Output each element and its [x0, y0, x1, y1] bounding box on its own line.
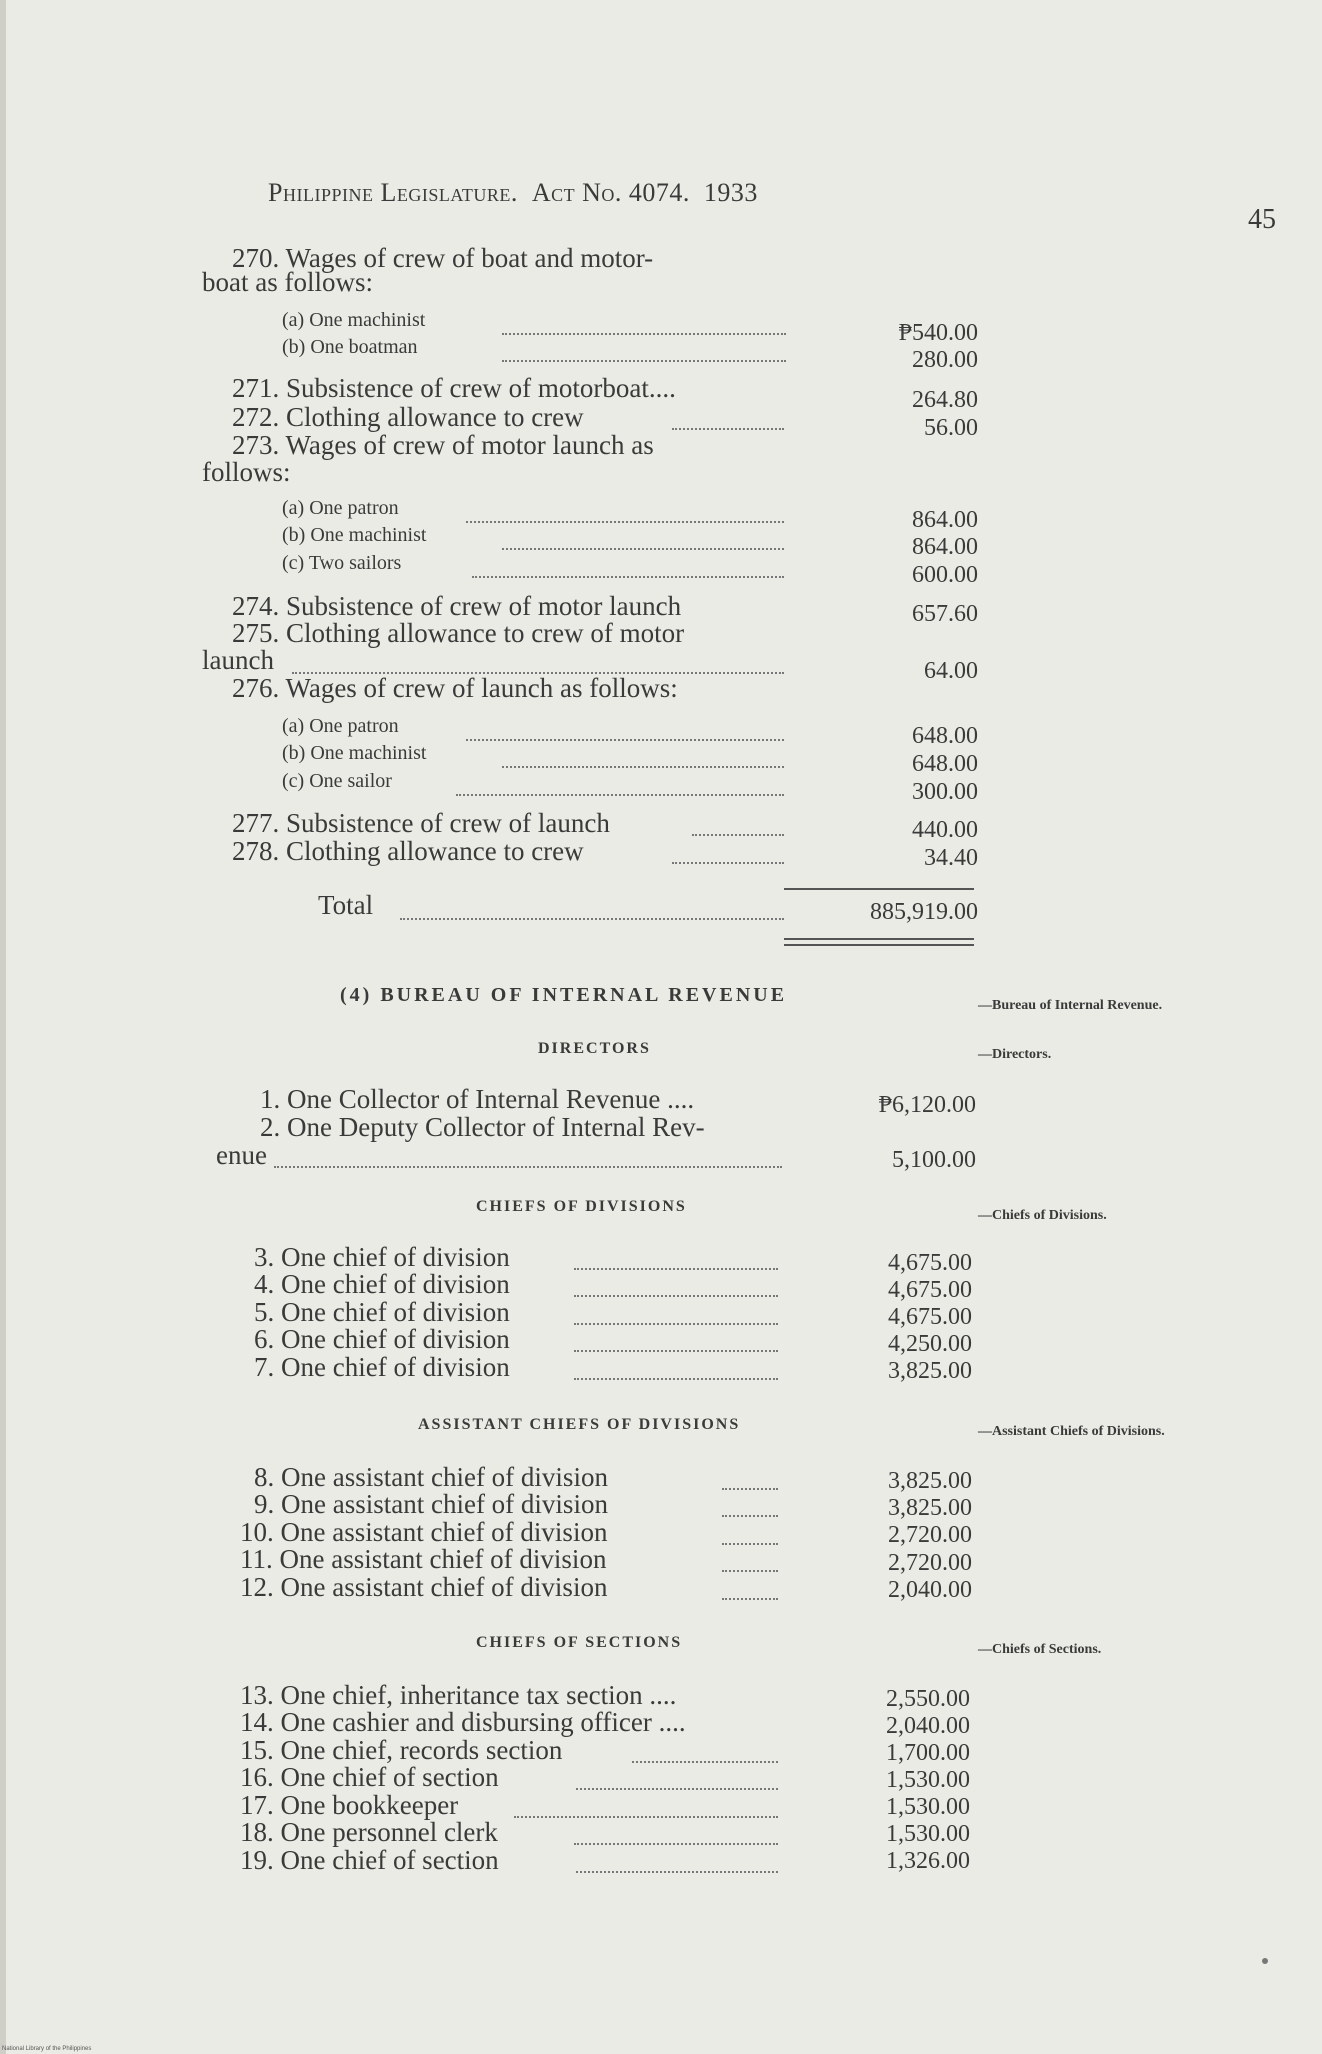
directors-heading: DIRECTORS: [538, 1040, 651, 1057]
item-278: 278. Clothing allowance to crew: [232, 836, 584, 866]
item-270a: (a) One machinist: [282, 309, 426, 331]
dot-leader: [502, 548, 784, 550]
bir-item-15-amount: 1,700.00: [886, 1740, 970, 1766]
dot-leader: [576, 1871, 778, 1873]
dot-leader: [502, 333, 786, 335]
dot-leader: [632, 1761, 778, 1763]
item-270b-amount: 280.00: [912, 347, 978, 373]
chiefs-divisions-heading: CHIEFS OF DIVISIONS: [476, 1198, 687, 1215]
bir-item-6: 6. One chief of division: [254, 1324, 510, 1354]
bir-item-16: 16. One chief of section: [240, 1762, 499, 1792]
bir-item-11: 11. One assistant chief of division: [240, 1544, 607, 1574]
bir-item-2-line1: 2. One Deputy Collector of Internal Rev-: [260, 1112, 705, 1142]
bureau-heading: (4) BUREAU OF INTERNAL REVENUE: [340, 984, 788, 1006]
item-271: 271. Subsistence of crew of motorboat....: [232, 373, 676, 403]
item-276a: (a) One patron: [282, 715, 399, 737]
dot-leader: [692, 834, 784, 836]
bir-item-14-amount: 2,040.00: [886, 1713, 970, 1739]
item-275-line1: 275. Clothing allowance to crew of motor: [232, 618, 685, 648]
dot-leader: [576, 1788, 778, 1790]
dot-leader: [574, 1323, 778, 1325]
bir-item-19-amount: 1,326.00: [886, 1848, 970, 1874]
sum-rule: [784, 888, 974, 890]
bir-item-14: 14. One cashier and disbursing officer ....: [240, 1707, 686, 1737]
item-276c-amount: 300.00: [912, 779, 978, 805]
bir-item-1-amount: ₱6,120.00: [878, 1092, 976, 1118]
dot-leader: [722, 1515, 778, 1517]
bir-item-6-amount: 4,250.00: [888, 1331, 972, 1357]
dot-leader: [574, 1843, 778, 1845]
dot-leader: [672, 428, 784, 430]
dot-leader: [400, 918, 784, 920]
header-act: Act No. 4074.: [531, 178, 690, 207]
item-273b: (b) One machinist: [282, 524, 427, 546]
item-276c: (c) One sailor: [282, 770, 392, 792]
dot-leader: [574, 1350, 778, 1352]
scan-footer: National Library of the Philippines: [2, 2046, 92, 2052]
dot-leader: [502, 766, 784, 768]
bir-item-12-amount: 2,040.00: [888, 1577, 972, 1603]
page-number: 45: [1248, 204, 1276, 235]
bir-item-10-amount: 2,720.00: [888, 1522, 972, 1548]
bir-item-11-amount: 2,720.00: [888, 1550, 972, 1576]
dot-leader: [574, 1378, 778, 1380]
item-274-amount: 657.60: [912, 601, 978, 627]
item-276b: (b) One machinist: [282, 742, 427, 764]
item-270-line2: boat as follows:: [202, 267, 373, 297]
item-276a-amount: 648.00: [912, 723, 978, 749]
item-278-amount: 34.40: [924, 845, 978, 871]
bir-item-15: 15. One chief, records section: [240, 1735, 563, 1765]
bir-item-17-amount: 1,530.00: [886, 1794, 970, 1820]
margin-note-chiefs-sections: —Chiefs of Sections.: [978, 1642, 1102, 1657]
dot-leader: [514, 1816, 778, 1818]
item-270a-amount: ₱540.00: [898, 320, 978, 346]
dot-leader: [722, 1543, 778, 1545]
bir-item-2-amount: 5,100.00: [892, 1147, 976, 1173]
dot-leader: [574, 1268, 778, 1270]
item-272: 272. Clothing allowance to crew: [232, 402, 584, 432]
item-277-amount: 440.00: [912, 817, 978, 843]
margin-note-assistant-chiefs: —Assistant Chiefs of Divisions.: [978, 1424, 1165, 1439]
item-276b-amount: 648.00: [912, 751, 978, 777]
bir-item-8-amount: 3,825.00: [888, 1468, 972, 1494]
bir-item-13-amount: 2,550.00: [886, 1686, 970, 1712]
bir-item-1: 1. One Collector of Internal Revenue ....: [260, 1084, 695, 1114]
header-year: 1933: [703, 178, 758, 207]
item-271-amount: 264.80: [912, 387, 978, 413]
bir-item-7: 7. One chief of division: [254, 1352, 510, 1382]
bir-item-18-amount: 1,530.00: [886, 1821, 970, 1847]
bir-item-10: 10. One assistant chief of division: [240, 1517, 608, 1547]
assistant-chiefs-heading: ASSISTANT CHIEFS OF DIVISIONS: [418, 1416, 741, 1433]
bir-item-7-amount: 3,825.00: [888, 1358, 972, 1384]
dot-leader: [466, 521, 784, 523]
item-273-line1: 273. Wages of crew of motor launch as: [232, 430, 654, 460]
bir-item-18: 18. One personnel clerk: [240, 1817, 498, 1847]
bir-item-19: 19. One chief of section: [240, 1845, 499, 1875]
double-rule-top: [784, 938, 974, 940]
bir-item-16-amount: 1,530.00: [886, 1767, 970, 1793]
dot-leader: [502, 360, 786, 362]
bir-item-5-amount: 4,675.00: [888, 1304, 972, 1330]
item-277: 277. Subsistence of crew of launch: [232, 808, 610, 838]
bir-item-4-amount: 4,675.00: [888, 1277, 972, 1303]
item-270b: (b) One boatman: [282, 336, 418, 358]
dot-leader: [722, 1488, 778, 1490]
item-276: 276. Wages of crew of launch as follows:: [232, 673, 678, 703]
bir-item-3-amount: 4,675.00: [888, 1250, 972, 1276]
total-amount: 885,919.00: [870, 899, 978, 925]
item-273c-amount: 600.00: [912, 562, 978, 588]
item-275-line2: launch: [202, 645, 274, 675]
item-273b-amount: 864.00: [912, 534, 978, 560]
margin-note-bureau: —Bureau of Internal Revenue.: [978, 998, 1163, 1013]
item-273a: (a) One patron: [282, 497, 399, 519]
dot-leader: [274, 1166, 782, 1168]
item-275-amount: 64.00: [924, 658, 978, 684]
double-rule-bottom: [784, 944, 974, 946]
dot-leader: [574, 1295, 778, 1297]
header-title: Philippine Legislature.: [268, 178, 518, 207]
margin-note-directors: —Directors.: [978, 1047, 1052, 1062]
item-273-line2: follows:: [202, 457, 291, 487]
bir-item-4: 4. One chief of division: [254, 1269, 510, 1299]
bir-item-5: 5. One chief of division: [254, 1297, 510, 1327]
item-273c: (c) Two sailors: [282, 552, 402, 574]
dot-leader: [722, 1570, 778, 1572]
item-272-amount: 56.00: [924, 415, 978, 441]
dot-leader: [672, 862, 784, 864]
bir-item-2-line2: enue: [216, 1140, 267, 1170]
bir-item-9: 9. One assistant chief of division: [254, 1489, 608, 1519]
speck-mark: [1262, 1958, 1268, 1964]
total-label: Total: [318, 890, 374, 920]
dot-leader: [456, 794, 784, 796]
bir-item-12: 12. One assistant chief of division: [240, 1572, 608, 1602]
chiefs-sections-heading: CHIEFS OF SECTIONS: [476, 1634, 683, 1651]
bir-item-13: 13. One chief, inheritance tax section ....: [240, 1680, 677, 1710]
item-274: 274. Subsistence of crew of motor launch: [232, 591, 682, 621]
dot-leader: [466, 739, 784, 741]
dot-leader: [722, 1598, 778, 1600]
item-270-line1: 270. Wages of crew of boat and motor-: [232, 243, 654, 273]
dot-leader: [472, 576, 784, 578]
margin-note-chiefs-divisions: —Chiefs of Divisions.: [978, 1208, 1107, 1223]
bir-item-9-amount: 3,825.00: [888, 1495, 972, 1521]
bir-item-3: 3. One chief of division: [254, 1242, 510, 1272]
running-header: [268, 178, 758, 208]
page-edge: [0, 0, 6, 2054]
bir-item-8: 8. One assistant chief of division: [254, 1462, 608, 1492]
bir-item-17: 17. One bookkeeper: [240, 1790, 459, 1820]
item-273a-amount: 864.00: [912, 507, 978, 533]
